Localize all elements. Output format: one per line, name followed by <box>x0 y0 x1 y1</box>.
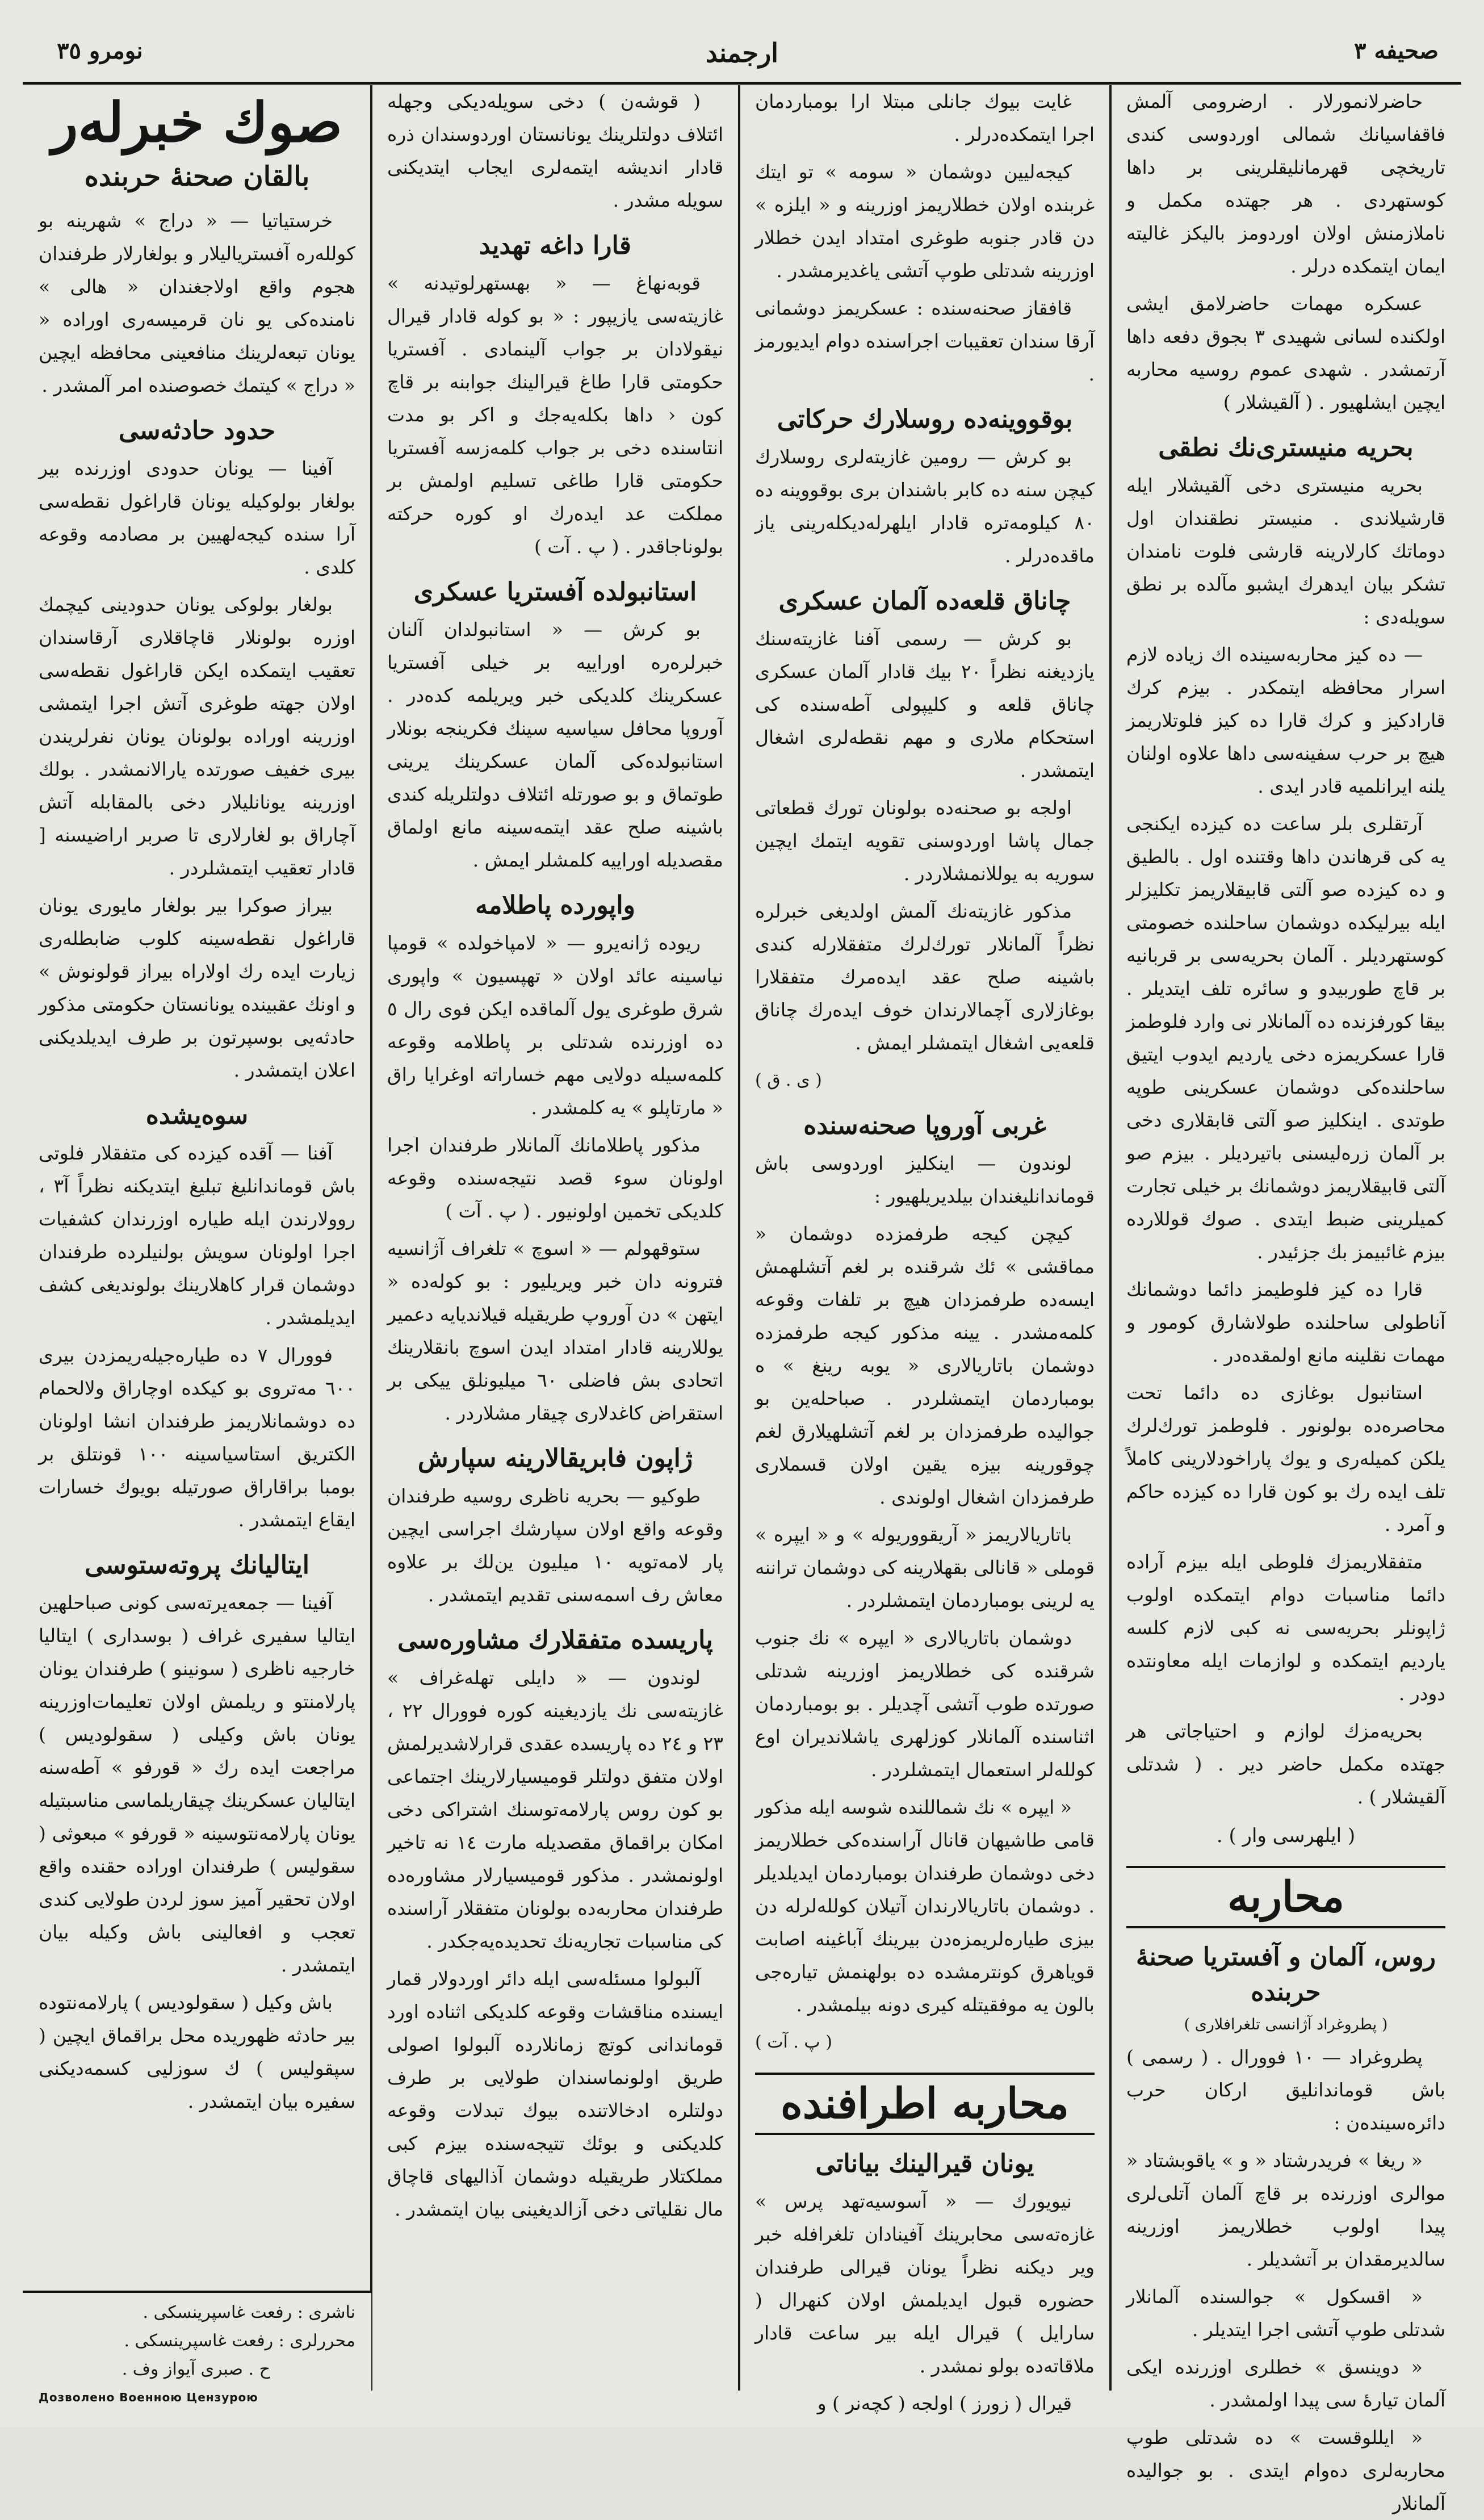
editor-name: ح . صبری آیواز وف . <box>121 2359 270 2379</box>
publisher-label: ناشری : <box>297 2303 355 2322</box>
article-paragraph: قیرال ( زورز ) اولجه ( کچه‌نر ) و <box>817 2392 1072 2414</box>
section-title-austrian-troops: استانبولده آفستریا عسکری <box>413 577 697 606</box>
article-paragraph: آلبولوا مسئله‌سی ایله دائر اوردولار قمار ایسنده مناقشات وقوعه کلدیکی اثناده اورد قوماندانی کوتچ زمانلارده آلبولوا اصولی طریق اولونماسندان طولایی بر طرف دولتلره ادخالاتنده بیوك تبدلات وقوعه کلدیکنی و بوئك تتیجه‌سنده بیزم کبی مملکتلار طریقیله دوشمان آذالیهای قاچاق مال نقلیاتی دخی آزالدیغینی بیان ایتمشدر . <box>387 1968 723 2220</box>
article-paragraph: آفینا — جمعه‌یرته‌سی کونی صباحلهین ایتالیا سفیری غراف ( بوسداری ) ایتالیا خارجیه ناظری ( سونینو ) طرفندان یونان پارلامنتو و ریلمش اولان تعلیمات‌اوزرینه یونان باش وکیلی ( سقولودیس ) مراجعت ایده رك « قورفو » آطه‌سنه ایتالیان عسکرینك چیقاریلماسی مناسبتیله یونان پارلامه‌نتوسینه « قورفو » مبعوثی ( سقولیس ) طرفندان اوراده حقنده واقع اولان تحقیر آمیز سوز لردن طولایی کندی تعجب و افعالینی باش وکیله بیان ایتمشدر . <box>39 1592 355 1976</box>
issue-number: نومرو ٣٥ <box>57 37 143 64</box>
section-title-paris-conference: پاریسده متفقلارك مشاوره‌سی <box>397 1626 713 1655</box>
article-paragraph: کیجه‌لیین دوشمان « سومه » تو ایتك غربنده اولان خطلاریمز اوزرینه و « ایلزه » دن قادر جنوبه طوغری امتداد ایدن خطلار اوزرینه شدتلی طوپ آتشی یاغدیرمشدر . <box>755 161 1095 282</box>
editors-label: محررلری : <box>278 2331 355 2351</box>
article-paragraph: بو کرش — « استانبولدان آلنان خبرلره‌ره اوراییه بر خیلی آفستریا عسکرینك کلدیکی خبر ویریلمه کده‌در . آوروپا محافل سیاسیه سینك فکرینجه بونلار استانبولده‌کی آلمان عسکرینك یرینی طوتماق و بو صورتله ائتلاف دولتلریله کندی باشینه صلح عقد ایتمه‌سینه مانع اولماق مقصدیله اوراییه کلمشلر ایمش . <box>387 618 723 871</box>
article-paragraph: « ایللوقست » ده شدتلی طوپ محاربه‌لری ده‌وام ایتدی . بو جوالیده آلمانلار <box>1126 2426 1445 2514</box>
war-section-subtitle: روس، آلمان و آفستریا صحنهٔ حربنده <box>1135 1943 1436 2007</box>
article-paragraph: ستوقهولم — « اسوچ » تلغراف آژانسیه فترونه دان خبر ویریلیور : بو کوله‌ده « ایتهن » دن آوروپ طریقیله قیلاندیایه دعمیر یوللارینه قادار امتداد ایدن اسوچ بانقلارینك اتحادی بش فاضلی ٦٠ میلیونلق ییکی بر استقراض کاغدلاری چیقار مشلاردر . <box>387 1237 723 1424</box>
page-number: صحيفه ٣ <box>1354 37 1439 64</box>
latest-news-subtitle: بالقان صحنهٔ حربنده <box>84 161 310 192</box>
article-paragraph: لوندون — « دایلی تهله‌غراف » غازیته‌سی نك یازدیغینه کوره فوورال ٢٢ ، ٢٣ و ٢٤ ده پاریسده عقدی قرارلاشدیرلمش اولان متفق دولتلر قومیسیارلارینك اجتماعی بو کون روس پارلامه‌توسنك اشتراکی دخی امکان براقماق مقصدیله مارت ١٤ نه تاخیر اولونمشدر . مذکور قومیسیارلار مشاوره‌ده طرفندان محاربه‌ده بولونان متفقلار آراسنده کی مناسبات تجاریه‌نك تحدیده‌یه‌جکدر . <box>387 1667 723 1952</box>
masthead <box>23 27 1461 85</box>
article-paragraph: — ده کیز محاربه‌سینده اك زیاده لازم اسرار محافظه ایتمکدر . بیزم کرك قارادكیز و کرك قارا ده کیز فلوتلاریمز هیچ بر حرب سفینه‌سی داها علاوه اولنان یلنه ایرانلمیه قادر ایدی . <box>1126 643 1445 797</box>
article-paragraph: حاضرلانمورلار . ارضرومی آلمش فاقفاسیانك شمالی اوردوسی کندی تاریخچی قهرمانلیقلرینی بر داها کوستهردی . هر جهتده مکمل و ناملازمنش اولان اوردومز بالیکز غالیته ایمان ایتمکده درلر . <box>1126 90 1445 277</box>
article-paragraph: باتاریالاریمز « آریقووریوله » و « ایپره » قوملی « قانالی بقهلارینه کی دوشمان تراننه یه لرینی بومباردمان ایتمشلردر . <box>755 1523 1095 1611</box>
article-paragraph: قارا ده کیز فلوطیمز دائما دوشمانك آناطولی ساحلنده طولاشارق کومور و مهمات نقلینه مانع اولمقده‌در . <box>1126 1278 1445 1366</box>
article-paragraph: لوندون — اینکلیز اوردوسی باش قوماندانلیغندان بیلدیریلهیور : <box>755 1152 1095 1207</box>
article-paragraph: « ریغا » فریدرشتاد « و » یاقوبشتاد « موالری اوزرنده بر قاچ آلمان آتلی‌لری پیدا اولوب خطلاریمز اوزرینه سالدیرمقدان بر آتشدیلر . <box>1126 2149 1445 2270</box>
article-paragraph: بو کرش — رومین غازیته‌لری روسلارك کیچن سنه ده کابر باشندان بری بوقووینه ده ٨٠ کیلومه‌تره قادار ایلهرله‌دیکله‌رینی یاز ماقده‌درلر . <box>755 446 1095 567</box>
source-signature: ( ی . ق ) <box>755 1070 822 1090</box>
continued-note: ( ایلهرسی وار ) . <box>1216 1824 1356 1847</box>
section-title-navy-minister-speech: بحریه منیستری‌نك نطقی <box>1158 433 1414 462</box>
article-paragraph: طوکیو — بحریه ناظری روسیه طرفندان وقوعه واقع اولان سپارشك اجراسی ایچین پار لامه‌تویه ١٠ میلیون ین‌لك بر علاوه معاش رف اسمه‌سنی تقدیم ایتمشدر . <box>387 1485 723 1606</box>
section-title-italy-protest: ایتالیانك پروته‌ستوسی <box>85 1551 309 1580</box>
article-paragraph: بحریه منیستری دخی آلقیشلار ایله قارشیلاندی . منیستر نطقندان اول دوماتك کارلارینه قارشی فلوت نامندان تشکر بیان ایدهرك ایشبو مآلده بر نطق سویله‌دی : <box>1126 474 1445 628</box>
war-section-title: محاربه <box>1126 1866 1445 1928</box>
around-war-title: محاربه اطرافنده <box>755 2073 1095 2135</box>
article-paragraph: باش وکیل ( سقولودیس ) پارلامه‌نتوده بیر حادثه ظهوریده محل براقماق ایچین ( سپقولیس ) ك سوزلیی کسمه‌دیکنی سفیره بیان ایتمشدر . <box>39 1991 355 2112</box>
censor-note: Дозволено Военною Цензурою <box>39 2391 258 2404</box>
section-title-montenegro-threat: قارا داغه تهدید <box>479 231 631 260</box>
article-paragraph: نیویورك — « آسوسیه‌تهد پرس » غازه‌ته‌سی محابرینك آفینادان تلغرافله خبر ویر دیکنه نظراً یونان قیرالی طرفندان حضوره قبول ایدیلمش اولان کنهرال ( سارایل ) قیرال ایله بیر ساعت قادار ملاقاته‌ده بولو نمشدر . <box>755 2190 1095 2377</box>
article-paragraph: خرستیاتیا — « دراج » شهرینه بو کولله‌ره آفستریالیلار و بولغارلار طرفندان هجوم واقع اولاجغندان « هالی » نامنده‌کی یو نان قرمیسه‌ری اوراده « یونان تبعه‌لرینك منافعینی محافظه ایچین « دراج » کیتمك خصوصنده امر آلمشدر . <box>39 210 355 396</box>
article-paragraph: بو کرش — رسمی آفنا غازیته‌سنك یازدیغنه نظراً ٢٠ بیك قادار آلمان عسکری چاناق قلعه و کلیپولی آطه‌سنده كی استحکام ملاری و مهم نقطه‌لری اشغال ایتمشدر . <box>755 627 1095 781</box>
article-paragraph: استانبول بوغازی ده دائما تحت محاصره‌ده بولونور . فلوطمز تورك‌لرك یلکن کمیله‌ری و یوك پاراخودلارینی کاملاً تلف ایده رك بو کون قارا ده کیزده حاکم و آمرد . <box>1126 1382 1445 1535</box>
column-2 <box>739 85 1110 2414</box>
article-paragraph: « اقسکول » جوالسنده آلمانلار شدتلی طوپ آتشی اجرا ایتدیلر . <box>1126 2285 1445 2341</box>
source-signature: ( پ . آت ) <box>755 2032 832 2052</box>
agency-credit: ( پطروغراد آژانسی تلغرافلاری ) <box>1184 2016 1388 2033</box>
article-paragraph: متفقلاریمزك فلوطی ایله بیزم آراده دائما مناسبات دوام ایتمکده اولوب ژاپونلر بحریه‌سی نه کبی لازم کلسه یاردیم ایتمکده و لوازمات ایله معاونتده دودر . <box>1126 1551 1445 1705</box>
imprint-footer <box>23 2291 371 2404</box>
article-paragraph: بولغار بولوکی یونان حدودینی کیچمك اوزره بولونلار قاچاقلاری آرقاسندان تعقیب ایتمکده ایکن قاراغول نقطه‌سی اولان جهته طوغری آتش اجرا ایتمشی اوزرینه اوراده بولونان یونان نفرلریندن بیری خفیف صورتده یارالانمشدر . بولك اوزرینه یونانلیلار دخی بالمقابله آتش آچاراق بو لغارلاری تا صربر اراضیسنه [ قادار تعقیب ایتمشلردر . <box>39 593 355 879</box>
article-paragraph: بحریه‌مزك لوازم و احتیاجاتی هر جهتده مکمل حاضر دیر . ( شدتلی آلقیشلار ) . <box>1126 1720 1445 1808</box>
column-1 <box>1110 85 1461 2514</box>
section-title-bukovina: بوقووینه‌ده روسلارك حرکاتی <box>777 405 1073 434</box>
column-3 <box>371 85 739 2404</box>
article-paragraph: آرتقلری بلر ساعت ده کیزده ایکنجی یه کی قرهاندن داها وقتنده اول . بالطیق و ده کیزده صو آلتی قابیقلاریمز تکلیزلر ایله بیرلیکده دوشمان ساحلنده خصومتی کوستهردیلر . آلمان بحریه‌سی بر قربانیه بر قاچ طوربیدو و سائره تلف ایتدیلر . بیقا کورفزنده ده آلمانلار نی وارد فلوطمز قارا عسکریمزه دخی یاردیم ایدوب ایتیق ساحلنده‌کی دوشمان عسکرینی طوپه طوتدی . اینکلیز صو آلتی قابقلاری دخی بر آلمان زره‌لیسنی باتیردیلر . بیزم صو آلتی قابیقلاریمز دوشمانك بر خیلی تجارت کمیلرینی ضبط ایتدی . صوك قوللارده بیزم غائبیمز بك جزئیدر . <box>1126 813 1445 1263</box>
editors-line <box>39 2327 355 2355</box>
section-title-suez: سوه‌یشده <box>145 1101 249 1130</box>
editor-name: رفعت غاسپرینسکی . <box>124 2331 274 2351</box>
section-title-canakkale: چاناق قلعه‌ده آلمان عسکری <box>778 587 1071 616</box>
section-title-japan-orders: ژاپون فابریقالارینه سپارش <box>417 1444 693 1473</box>
newspaper-name: ارجمند <box>705 37 779 68</box>
section-title-western-front: غربی آوروپا صحنه‌سنده <box>803 1111 1046 1140</box>
article-paragraph: قوبه‌نهاغ — « بهستهرلوتیدنه » غازیته‌سی یازیپور : « بو کوله قادار قیرال نیقولادان بر جواب آلینمادی . آفستریا حکومتی قارا طاغ قیرالینك جوابنه بر قاچ کون ‹ داها بکله‌یه‌جك و اکر بو مدت انتاسنده دخی بر جواب کلمه‌زسه آفستریا حکومتی قارا طاغی تسلیم اولمش بر مملکت عد ایده‌رك او کوره حرکته بولوناجاقدر . ( پ . آت ) <box>387 272 723 558</box>
article-paragraph: قافقاز صحنه‌سنده : عسکریمز دوشمانی آرقا سندان تعقیبات اجراسنده دوام ایدیورمز . <box>755 297 1095 385</box>
around-war-subtitle: یونان قیرالینك بیاناتی <box>815 2149 1034 2178</box>
article-paragraph: دوشمان باتاریالاری « ایپره » نك جنوب شرقنده کی خطلاریمز اوزرینه شدتلی صورتده طوب آتشی آچدیلر . بو بومباردمان اثناسنده آلمانلار کوزلهری یاشلاندیران اوع کولله‌لر استعمال ایتمشلردر . <box>755 1627 1095 1781</box>
article-paragraph: کیچن کیجه طرفمزده دوشمان « مماقشی » ئك شرقنده بر لغم آتشلهمش ایسه‌ده طرفمزدان هیچ بر تلفات وقوعه کلمه‌مشدر . یینه مذکور کیجه طرفمزده دوشمان باتاریالاری « یوبه رینغ » ه بومباردمان ایتمشلردر . صباحله‌ین بو جوالیده طرفمزدان بر لغم آتشلهیلارق لغم چوقورینه بیزه یقین اولان قسملاری طرفمزدان اشغال اولوندی . <box>755 1223 1095 1508</box>
section-title-border-incident: حدود حادثه‌سی <box>118 416 276 445</box>
latest-news-title: صوك خبرله‌ر <box>51 90 342 154</box>
publisher-name: رفعت غاسپرینسکی . <box>142 2303 292 2322</box>
article-paragraph: مذکور غازیته‌نك آلمش اولدیغی خبرلره نظراً آلمانلار تورك‌لرك متفقلارله کندی باشینه صلح عقد ایده‌مرك متفقلارا بوغازلاری آچمالارندان خوف ایده‌رك چاناق قلعه‌یی اشغال ایتمشلر ایمش . <box>755 900 1095 1054</box>
article-paragraph: فوورال ٧ ده طیاره‌جیله‌ریمزدن بیری ٦٠٠ مه‌تروی بو کیکده اوچاراق ولالحمام ده دوشمانلاریمز طرفندان انشا اولونان الکتریق استاسیاسینه ١٠٠ قونتلق بر بومبا براقاراق صورتیله بویوك خسارات ایقاع ایتمشدر . <box>39 1344 355 1531</box>
section-title-ship-explosion: واپورده پاطلامه <box>475 891 635 920</box>
article-paragraph: اولجه بو صحنه‌ده بولونان تورك قطعاتی جمال پاشا اوردوسنی تقویه ایتمك ایچین سوریه به یوللانمشلاردر . <box>755 797 1095 885</box>
article-paragraph: مذکور پاطلامانك آلمانلار طرفندان اجرا اولونان سوء قصد نتیجه‌سنده وقوعه کلدیکی تخمین اولونیور . ( پ . آت ) <box>387 1134 723 1222</box>
publisher-line <box>39 2299 355 2327</box>
article-paragraph: ریوده ژانه‌یرو — « لامپاخولده » قومپا نیاسینه عائد اولان « تهپسیون » واپوری شرق طوغری یول آلماقده ایکن فوی رال ٥ ده اوزرنده شدتلی بر پاطلامه وقوعه کلمه‌سیله دولایی مهم خساراته اوغرایا راق « مارتاپلو » یه کلمشدر . <box>387 932 723 1119</box>
article-paragraph: « دوینسق » خطلری اوزرنده ایکی آلمان تیارهٔ سی پیدا اولمشدر . <box>1126 2356 1445 2411</box>
article-paragraph: بیراز صوکرا بیر بولغار مایوری یونان قاراغول نقطه‌سینه کلوب ضابطله‌ری زیارت ایده رك اولاراه بیراز قولونوش » و اونك عقبینده یونانستان حکومتی مذکور حادثه‌یی بوسپرتون بر طرف ایدیلدیکنی اعلان ایتمشدر . <box>39 894 355 1081</box>
article-paragraph: پطروغراد — ١٠ فوورال . ( رسمی ) باش قوماندانلیق ارکان حرب دائره‌سینده‌ن : <box>1126 2046 1445 2134</box>
column-4 <box>23 85 371 2404</box>
article-paragraph: آفینا — یونان حدودی اوزرنده بیر بولغار بولوكیله یونان قاراغول نقطه‌سی آرا سنده کیجه‌لهیین بر مصادمه وقوعه کلدی . <box>39 457 355 578</box>
article-paragraph: آفنا — آقده کیزده کی متفقلار فلوتی باش قوماندانلیغ تبلیغ ایتدیکنه نظراً آ٣ ، روولارندن ایله طیاره اوزرندان کشفیات اجرا اولونان سویش بولنیلرده طرفندان دوشمان قرار کاهلارینك بولوندیغی کشف ایدیلمشدر . <box>39 1142 355 1329</box>
article-paragraph: عسکره مهمات حاضرلامق ایشی اولکنده لسانی شهیدی ٣ بجوق دفعه داها آرتمشدر . شهدی عموم روسیه محاربه ایچین ایشلهیور . ( آلقیشلار ) <box>1126 292 1445 413</box>
article-paragraph: ( قوشه‌ن ) دخی سویله‌دیکی وجهله ائتلاف دولتلرینك یونانستان اوردوسندان ذره قادار اندیشه ایتمه‌لری ایجاب ایتدیکنی سویله مشدر . <box>387 90 723 211</box>
editors-line-2 <box>39 2355 355 2384</box>
article-paragraph: « ایپره » نك شماللنده شوسه ایله مذکور قامی طاشیهان قانال آراسنده‌کی خطلاریمز دخی دوشمان طرفندان بومباردمان ایدیلدیلر . دوشمان باتاریالارندان آتیلان کولله‌لرله دن بیزی طیاره‌لریمزه‌دن بیرینك آباغینه اصابت قویاهرق کونترمشده ده بولهنمش تیاره‌جی بالون یه موفقیتله کیری دونه بیلمشدر . <box>755 1796 1095 2016</box>
article-paragraph: غایت بیوك جانلی مبتلا ارا بومباردمان اجرا ایتمکده‌درلر . <box>755 90 1095 145</box>
